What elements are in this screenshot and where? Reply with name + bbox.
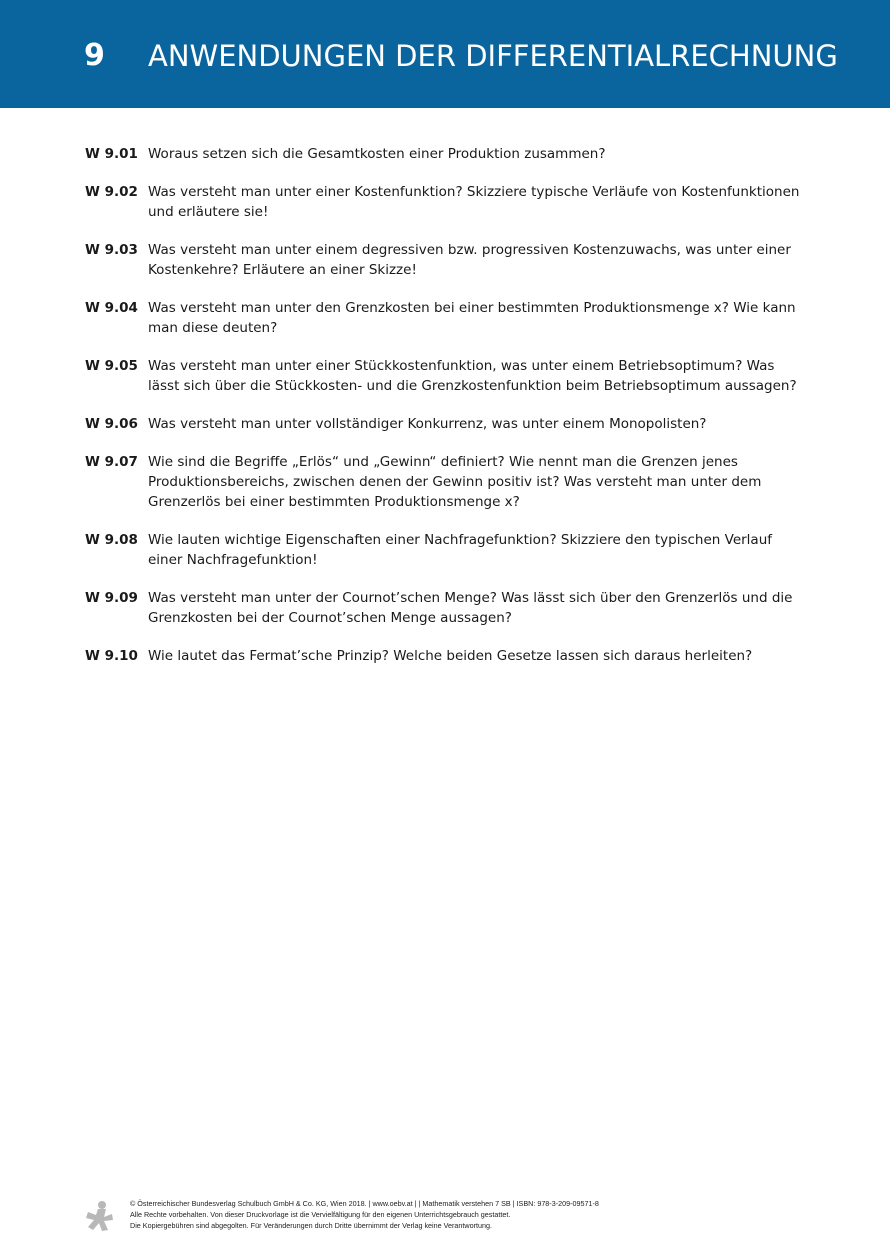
- question-text: Was versteht man unter der Cournot’schen Menge? Was lässt sich über den Grenzerlös und die Grenzkosten bei der Cournot’schen Menge aussagen?: [148, 590, 793, 626]
- page-footer: [84, 1198, 844, 1238]
- question-item: [85, 588, 805, 628]
- question-item: [85, 646, 805, 666]
- question-item: [85, 298, 805, 338]
- copyright-notice: [130, 1198, 599, 1231]
- question-text: Wie lauten wichtige Eigenschaften einer Nachfragefunktion? Skizziere den typischen Verlauf einer Nachfragefunktion!: [148, 532, 773, 568]
- question-text: Woraus setzen sich die Gesamtkosten einer Produktion zusammen?: [148, 146, 606, 162]
- question-item: [85, 356, 805, 396]
- question-id: W 9.03: [85, 242, 138, 258]
- question-item: [85, 144, 805, 164]
- question-id: W 9.06: [85, 416, 138, 432]
- chapter-number: 9: [84, 38, 105, 73]
- question-text: Wie lautet das Fermat’sche Prinzip? Welche beiden Gesetze lassen sich daraus herleiten?: [148, 648, 753, 664]
- question-item: [85, 182, 805, 222]
- question-text: Was versteht man unter vollständiger Konkurrenz, was unter einem Monopolisten?: [148, 416, 707, 432]
- question-item: [85, 414, 805, 434]
- question-list: [85, 144, 805, 684]
- question-item: [85, 530, 805, 570]
- question-id: W 9.07: [85, 454, 138, 470]
- question-id: W 9.10: [85, 648, 138, 664]
- question-id: W 9.08: [85, 532, 138, 548]
- question-text: Was versteht man unter einer Kostenfunktion? Skizziere typische Verläufe von Kostenfunktionen und erläutere sie!: [148, 184, 800, 220]
- question-text: Wie sind die Begriffe „Erlös“ und „Gewinn“ definiert? Wie nennt man die Grenzen jenes Produktionsbereichs, zwischen denen der Gewinn positiv ist? Was versteht man unter dem Grenzerlös bei einer bestimmten Produktionsmenge x?: [148, 454, 762, 510]
- question-item: [85, 240, 805, 280]
- question-id: W 9.01: [85, 146, 138, 162]
- question-text: Was versteht man unter einer Stückkostenfunktion, was unter einem Betriebsoptimum? Was lässt sich über die Stückkosten- und die Grenzkostenfunktion beim Betriebsoptimum aussagen?: [148, 358, 797, 394]
- question-id: W 9.05: [85, 358, 138, 374]
- question-id: W 9.09: [85, 590, 138, 606]
- liability-line: Die Kopiergebühren sind abgegolten. Für Veränderungen durch Dritte übernimmt der Verlag keine Verantwortung.: [130, 1221, 492, 1230]
- oebv-logo-icon: [84, 1200, 114, 1232]
- chapter-header: [0, 0, 890, 108]
- question-text: Was versteht man unter einem degressiven bzw. progressiven Kostenzuwachs, was unter einer Kostenkehre? Erläutere an einer Skizze!: [148, 242, 791, 278]
- chapter-title: ANWENDUNGEN DER DIFFERENTIALRECHNUNG: [148, 39, 838, 73]
- question-id: W 9.02: [85, 184, 138, 200]
- question-text: Was versteht man unter den Grenzkosten bei einer bestimmten Produktionsmenge x? Wie kann man diese deuten?: [148, 300, 796, 336]
- copyright-line: © Österreichischer Bundesverlag Schulbuch GmbH & Co. KG, Wien 2018. | www.oebv.at | | Mathematik verstehen 7 SB | ISBN: 978-3-209-09571-8: [130, 1199, 599, 1208]
- question-id: W 9.04: [85, 300, 138, 316]
- rights-line: Alle Rechte vorbehalten. Von dieser Druckvorlage ist die Vervielfältigung für den eigenen Unterrichtsgebrauch gestattet.: [130, 1210, 511, 1219]
- question-item: [85, 452, 805, 512]
